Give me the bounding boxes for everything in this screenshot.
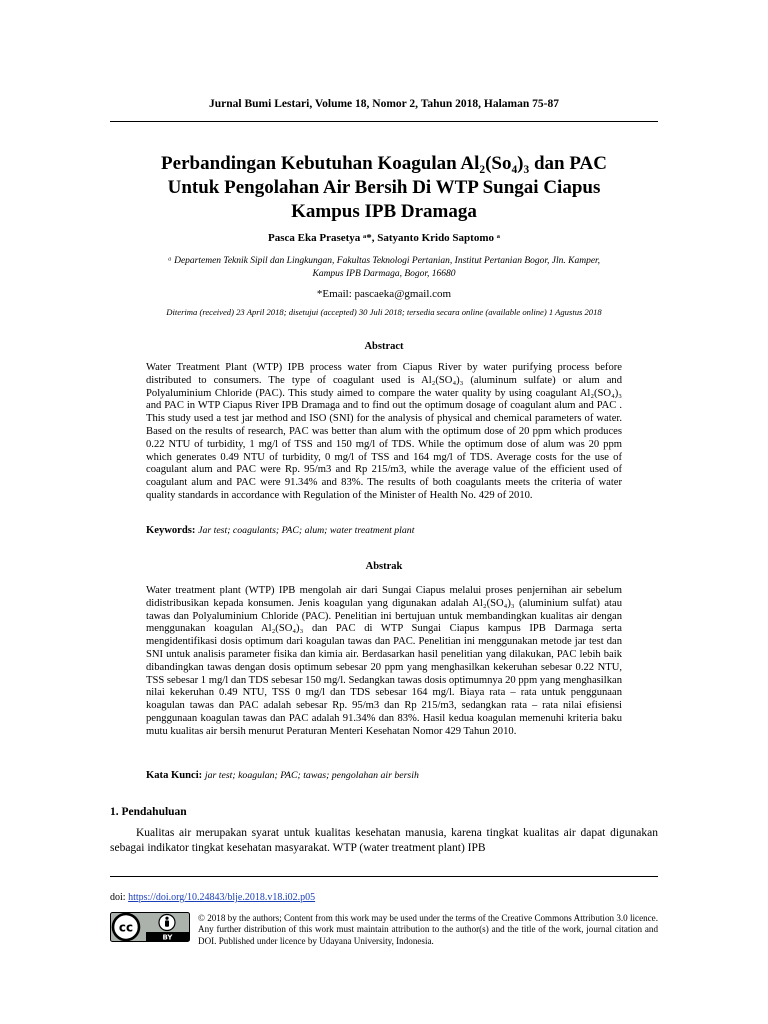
footer-rule	[110, 876, 658, 877]
abstrak-text: Water treatment plant (WTP) IPB mengolah air dari Sungai Ciapus melalui proses penjernihan air sebelum didistribusikan kepada konsumen. Jenis koagulan yang digunakan adalah Al₂(SO₄)₃ (aluminium sulfat) atau tawas dan Polyaluminium Chloride (PAC). Penelitian ini bertujuan untuk membandingkan kualitas air dengan menggunakan koagulan Al₂(SO₄)₃ dan PAC di WTP Sungai Ciapus kampus IPB Darmaga serta mengidentifikasi dosis optimum dari koagulan tawas dan PAC. Penelitian ini menggunakan metode jar test dan SNI untuk analisis parameter fisika dan kimia air. Berdasarkan hasil penelitian yang dilakukan, PAC lebih baik dibandingkan tawas dengan dosis optimum sebesar 20 ppm yang menghasilkan kekeruhan sebesar 0.22 NTU, TSS sebesar 1 mg/l dan TDS sebesar 150 mg/l. Sedangkan tawas dosis optimumnya 20 ppm yang menghasilkan nilai kekeruhan 0.49 NTU, TSS 0 mg/l dan TDS sebesar 164 mg/l. Biaya rata – rata untuk penggunaan koagulan tawas dan PAC adalah sebesar Rp. 95/m3 dan Rp 215/m3, sedangkan rata – rata nilai efisiensi penggunaan koagulan tawas dan PAC adalah 91.34% dan 83%. Hasil kedua koagulan memenuhi kriteria baku mutu kualitas air bersih menurut Peraturan Menteri Kesehatan Nomor 429 Tahun 2010.	[146, 585, 622, 737]
keywords-text: Jar test; coagulants; PAC; alum; water treatment plant	[198, 525, 415, 536]
doi-link[interactable]: https://doi.org/10.24843/blje.2018.v18.i02.p05	[128, 892, 316, 903]
doi-label: doi:	[110, 892, 129, 903]
kata-kunci-text: jar test; koagulan; PAC; tawas; pengolahan air bersih	[204, 770, 419, 781]
affiliation-line-2: Kampus IPB Darmaga, Bogor, 16680	[312, 269, 456, 279]
svg-text:cc: cc	[118, 920, 134, 935]
affiliation-line-1: ᵃ Departemen Teknik Sipil dan Lingkungan, Fakultas Teknologi Pertanian, Institut Pertanian Bogor, Jln. Kamper,	[167, 256, 601, 266]
abstrak-keywords	[146, 770, 622, 781]
cc-by-license-icon[interactable]	[110, 912, 190, 942]
keywords-label: Keywords:	[146, 525, 196, 536]
author-email: *Email: pascaeka@gmail.com	[316, 288, 452, 300]
article-dates: Diterima (received) 23 April 2018; disetujui (accepted) 30 Juli 2018; tersedia secara online (available online) 1 Agustus 2018	[166, 307, 602, 317]
authors: Pasca Eka Prasetya ᵃ*, Satyanto Krido Saptomo ᵃ	[268, 232, 500, 244]
affiliation	[110, 255, 658, 281]
abstract-keywords	[146, 525, 622, 536]
header-rule	[110, 121, 658, 122]
section-heading-pendahuluan: 1. Pendahuluan	[110, 806, 187, 818]
title-line-1: Perbandingan Kebutuhan Koagulan Al₂(So₄)₃ dan PAC	[161, 153, 607, 174]
paper-title	[120, 152, 648, 224]
section-body-pendahuluan: Kualitas air merupakan syarat untuk kualitas kesehatan manusia, karena tingkat kualitas air dapat digunakan sebagai indikator tingkat kesehatan masyarakat. WTP (water treatment plant) IPB	[110, 827, 658, 854]
title-line-2: Untuk Pengolahan Air Bersih Di WTP Sungai Ciapus	[167, 177, 601, 198]
abstrak-heading: Abstrak	[365, 561, 403, 572]
title-line-3: Kampus IPB Dramaga	[291, 201, 477, 222]
journal-header: Jurnal Bumi Lestari, Volume 18, Nomor 2, Tahun 2018, Halaman 75-87	[209, 98, 559, 110]
abstract-heading: Abstract	[364, 341, 404, 352]
cc-by-label: BY	[162, 933, 173, 942]
kata-kunci-label: Kata Kunci:	[146, 770, 203, 781]
abstract-text: Water Treatment Plant (WTP) IPB process water from Ciapus River by water purifying process before distributed to consumers. The type of coagulant used is Al₂(SO₄)₃ (aluminum sulfate) or alum and Polyaluminium Chloride (PAC). This study aimed to compare the water quality by using coagulant Al₂(SO₄)₃ and PAC in WTP Ciapus River IPB Dramaga and to find out the optimum dosage of coagulant alum and PAC . This study used a test jar method and ISO (SNI) for the analysis of physical and chemical parameters of water. Based on the results of research, PAC was better than alum with the optimum dose of 20 ppm which produces 0.22 NTU of turbidity, 1 mg/l of TSS and 150 mg/l of TDS. While the optimum dose of alum was 20 ppm which generates 0.49 NTU of turbidity, 0 mg/l of TSS and 164 mg/l of TDS. Average costs for the use of coagulant alum and PAC were Rp. 95/m3 and Rp 215/m3, while the average value of the efficient used of coagulant alum and PAC were 91.34% and 83%. The results of both coagulants meets the criteria of water quality standards in accordance with Regulation of the Minister of Health No. 429 of 2010.	[146, 362, 622, 501]
license-text: © 2018 by the authors; Content from this work may be used under the terms of the Creative Commons Attribution 3.0 licence. Any further distribution of this work must maintain attribution to the author(s) and the title of the work, journal citation and DOI. Published under licence by Udayana University, Indonesia.	[198, 913, 658, 946]
doi-line	[110, 892, 315, 903]
